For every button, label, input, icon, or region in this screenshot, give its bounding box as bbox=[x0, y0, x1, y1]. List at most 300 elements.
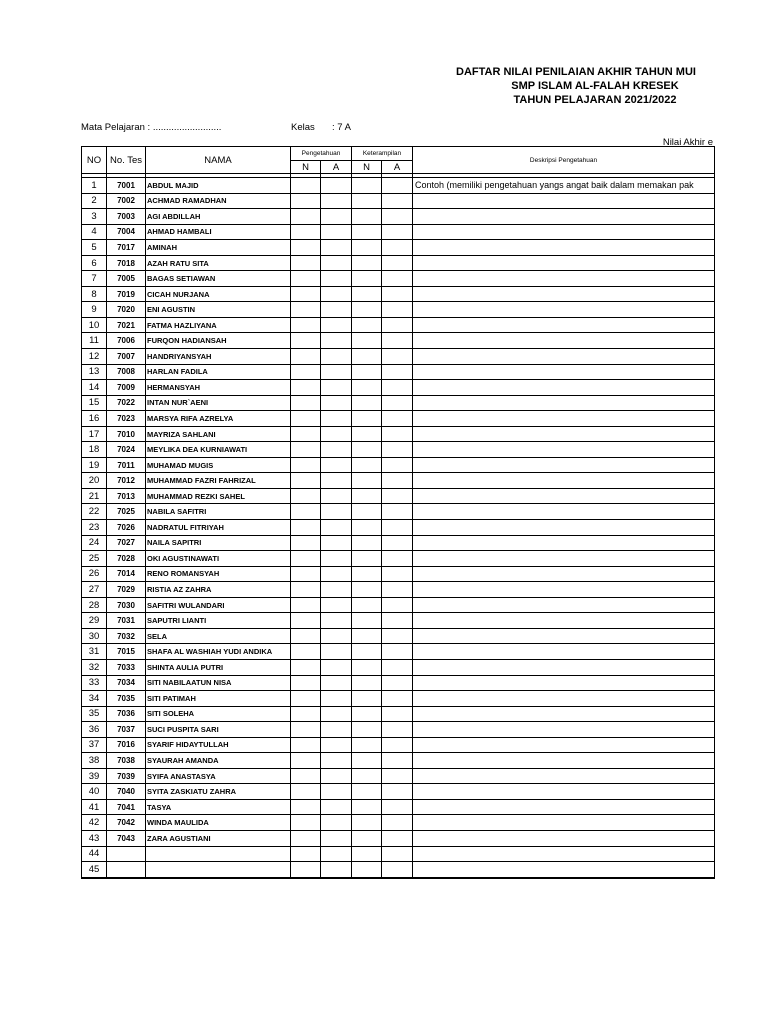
keterampilan-a-cell[interactable] bbox=[382, 768, 413, 784]
pengetahuan-n-cell[interactable] bbox=[291, 395, 321, 411]
keterampilan-a-cell[interactable] bbox=[382, 271, 413, 287]
keterampilan-a-cell[interactable] bbox=[382, 255, 413, 271]
keterampilan-a-cell[interactable] bbox=[382, 442, 413, 458]
table-row bbox=[82, 799, 715, 815]
header-tes: No. Tes bbox=[107, 147, 146, 174]
pengetahuan-n-cell[interactable] bbox=[291, 178, 321, 194]
keterampilan-a-cell[interactable] bbox=[382, 302, 413, 318]
pengetahuan-a-cell[interactable] bbox=[321, 659, 352, 675]
keterampilan-n-cell[interactable] bbox=[352, 286, 382, 302]
keterampilan-a-cell[interactable] bbox=[382, 566, 413, 582]
description-cell[interactable] bbox=[413, 799, 715, 815]
pengetahuan-a-cell[interactable] bbox=[321, 317, 352, 333]
keterampilan-n-cell[interactable] bbox=[352, 411, 382, 427]
pengetahuan-a-cell[interactable] bbox=[321, 535, 352, 551]
description-cell[interactable] bbox=[413, 566, 715, 582]
keterampilan-n-cell[interactable] bbox=[352, 628, 382, 644]
row-number: 29 bbox=[82, 613, 107, 629]
keterampilan-a-cell[interactable] bbox=[382, 830, 413, 846]
keterampilan-a-cell[interactable] bbox=[382, 193, 413, 209]
description-cell[interactable] bbox=[413, 442, 715, 458]
row-number: 34 bbox=[82, 691, 107, 707]
keterampilan-a-cell[interactable] bbox=[382, 706, 413, 722]
description-cell[interactable] bbox=[413, 380, 715, 396]
keterampilan-n-cell[interactable] bbox=[352, 737, 382, 753]
keterampilan-a-cell[interactable] bbox=[382, 209, 413, 225]
keterampilan-n-cell[interactable] bbox=[352, 209, 382, 225]
table-row bbox=[82, 488, 715, 504]
row-number: 28 bbox=[82, 597, 107, 613]
keterampilan-a-cell[interactable] bbox=[382, 675, 413, 691]
keterampilan-a-cell[interactable] bbox=[382, 737, 413, 753]
pengetahuan-a-cell[interactable] bbox=[321, 815, 352, 831]
description-cell[interactable] bbox=[413, 349, 715, 365]
pengetahuan-n-cell[interactable] bbox=[291, 364, 321, 380]
keterampilan-n-cell[interactable] bbox=[352, 862, 382, 878]
pengetahuan-n-cell[interactable] bbox=[291, 582, 321, 598]
student-name: SITI NABILAATUN NISA bbox=[146, 675, 291, 691]
description-cell[interactable] bbox=[413, 846, 715, 862]
pengetahuan-n-cell[interactable] bbox=[291, 691, 321, 707]
keterampilan-a-cell[interactable] bbox=[382, 644, 413, 660]
keterampilan-n-cell[interactable] bbox=[352, 178, 382, 194]
keterampilan-n-cell[interactable] bbox=[352, 691, 382, 707]
student-name: TASYA bbox=[146, 799, 291, 815]
keterampilan-a-cell[interactable] bbox=[382, 722, 413, 738]
description-cell[interactable] bbox=[413, 504, 715, 520]
pengetahuan-a-cell[interactable] bbox=[321, 426, 352, 442]
table-row bbox=[82, 349, 715, 365]
pengetahuan-n-cell[interactable] bbox=[291, 722, 321, 738]
pengetahuan-n-cell[interactable] bbox=[291, 784, 321, 800]
pengetahuan-n-cell[interactable] bbox=[291, 302, 321, 318]
keterampilan-n-cell[interactable] bbox=[352, 675, 382, 691]
row-number: 5 bbox=[82, 240, 107, 256]
description-cell[interactable] bbox=[413, 364, 715, 380]
table-row bbox=[82, 768, 715, 784]
pengetahuan-a-cell[interactable] bbox=[321, 706, 352, 722]
row-number: 42 bbox=[82, 815, 107, 831]
row-number: 36 bbox=[82, 722, 107, 738]
keterampilan-n-cell[interactable] bbox=[352, 551, 382, 567]
pengetahuan-a-cell[interactable] bbox=[321, 566, 352, 582]
row-number: 16 bbox=[82, 411, 107, 427]
description-cell[interactable] bbox=[413, 520, 715, 536]
table-row bbox=[82, 691, 715, 707]
keterampilan-n-cell[interactable] bbox=[352, 473, 382, 489]
description-cell[interactable] bbox=[413, 613, 715, 629]
description-cell[interactable] bbox=[413, 457, 715, 473]
pengetahuan-n-cell[interactable] bbox=[291, 613, 321, 629]
description-cell[interactable] bbox=[413, 722, 715, 738]
description-cell[interactable] bbox=[413, 862, 715, 878]
table-row bbox=[82, 784, 715, 800]
keterampilan-n-cell[interactable] bbox=[352, 317, 382, 333]
pengetahuan-n-cell[interactable] bbox=[291, 380, 321, 396]
test-number: 7034 bbox=[107, 675, 146, 691]
pengetahuan-a-cell[interactable] bbox=[321, 364, 352, 380]
pengetahuan-n-cell[interactable] bbox=[291, 349, 321, 365]
pengetahuan-a-cell[interactable] bbox=[321, 224, 352, 240]
description-cell[interactable] bbox=[413, 644, 715, 660]
pengetahuan-a-cell[interactable] bbox=[321, 862, 352, 878]
description-cell[interactable] bbox=[413, 395, 715, 411]
pengetahuan-n-cell[interactable] bbox=[291, 846, 321, 862]
keterampilan-n-cell[interactable] bbox=[352, 224, 382, 240]
pengetahuan-a-cell[interactable] bbox=[321, 380, 352, 396]
description-cell[interactable] bbox=[413, 488, 715, 504]
student-name: ABDUL MAJID bbox=[146, 178, 291, 194]
description-cell[interactable] bbox=[413, 193, 715, 209]
pengetahuan-n-cell[interactable] bbox=[291, 566, 321, 582]
pengetahuan-n-cell[interactable] bbox=[291, 333, 321, 349]
pengetahuan-a-cell[interactable] bbox=[321, 457, 352, 473]
description-cell[interactable] bbox=[413, 691, 715, 707]
keterampilan-n-cell[interactable] bbox=[352, 535, 382, 551]
table-row bbox=[82, 675, 715, 691]
pengetahuan-a-cell[interactable] bbox=[321, 240, 352, 256]
keterampilan-a-cell[interactable] bbox=[382, 178, 413, 194]
pengetahuan-n-cell[interactable] bbox=[291, 504, 321, 520]
keterampilan-n-cell[interactable] bbox=[352, 255, 382, 271]
keterampilan-a-cell[interactable] bbox=[382, 520, 413, 536]
description-cell[interactable] bbox=[413, 317, 715, 333]
pengetahuan-a-cell[interactable] bbox=[321, 178, 352, 194]
test-number: 7011 bbox=[107, 457, 146, 473]
pengetahuan-a-cell[interactable] bbox=[321, 597, 352, 613]
description-cell[interactable] bbox=[413, 286, 715, 302]
description-cell[interactable] bbox=[413, 815, 715, 831]
keterampilan-a-cell[interactable] bbox=[382, 473, 413, 489]
student-name: CICAH NURJANA bbox=[146, 286, 291, 302]
pengetahuan-n-cell[interactable] bbox=[291, 551, 321, 567]
header-pengetahuan: Pengetahuan bbox=[291, 147, 352, 161]
description-cell[interactable] bbox=[413, 737, 715, 753]
row-number: 11 bbox=[82, 333, 107, 349]
keterampilan-n-cell[interactable] bbox=[352, 271, 382, 287]
pengetahuan-a-cell[interactable] bbox=[321, 737, 352, 753]
keterampilan-a-cell[interactable] bbox=[382, 784, 413, 800]
row-number: 40 bbox=[82, 784, 107, 800]
pengetahuan-n-cell[interactable] bbox=[291, 628, 321, 644]
description-cell[interactable] bbox=[413, 706, 715, 722]
keterampilan-a-cell[interactable] bbox=[382, 504, 413, 520]
keterampilan-a-cell[interactable] bbox=[382, 411, 413, 427]
test-number: 7016 bbox=[107, 737, 146, 753]
test-number: 7019 bbox=[107, 286, 146, 302]
table-row bbox=[82, 551, 715, 567]
pengetahuan-n-cell[interactable] bbox=[291, 240, 321, 256]
header-keterampilan-a: A bbox=[382, 161, 413, 174]
student-name: AHMAD HAMBALI bbox=[146, 224, 291, 240]
keterampilan-n-cell[interactable] bbox=[352, 644, 382, 660]
keterampilan-n-cell[interactable] bbox=[352, 302, 382, 318]
pengetahuan-n-cell[interactable] bbox=[291, 535, 321, 551]
keterampilan-a-cell[interactable] bbox=[382, 224, 413, 240]
pengetahuan-n-cell[interactable] bbox=[291, 520, 321, 536]
pengetahuan-a-cell[interactable] bbox=[321, 582, 352, 598]
pengetahuan-a-cell[interactable] bbox=[321, 442, 352, 458]
test-number: 7010 bbox=[107, 426, 146, 442]
pengetahuan-a-cell[interactable] bbox=[321, 271, 352, 287]
keterampilan-a-cell[interactable] bbox=[382, 380, 413, 396]
test-number: 7036 bbox=[107, 706, 146, 722]
keterampilan-a-cell[interactable] bbox=[382, 349, 413, 365]
row-number: 10 bbox=[82, 317, 107, 333]
row-number: 39 bbox=[82, 768, 107, 784]
table-row bbox=[82, 644, 715, 660]
pengetahuan-n-cell[interactable] bbox=[291, 224, 321, 240]
keterampilan-a-cell[interactable] bbox=[382, 364, 413, 380]
pengetahuan-a-cell[interactable] bbox=[321, 302, 352, 318]
table-row bbox=[82, 395, 715, 411]
keterampilan-a-cell[interactable] bbox=[382, 846, 413, 862]
test-number: 7021 bbox=[107, 317, 146, 333]
keterampilan-a-cell[interactable] bbox=[382, 426, 413, 442]
student-name: SHAFA AL WASHIAH YUDI ANDIKA bbox=[146, 644, 291, 660]
pengetahuan-n-cell[interactable] bbox=[291, 411, 321, 427]
pengetahuan-n-cell[interactable] bbox=[291, 753, 321, 769]
keterampilan-a-cell[interactable] bbox=[382, 628, 413, 644]
pengetahuan-n-cell[interactable] bbox=[291, 597, 321, 613]
pengetahuan-a-cell[interactable] bbox=[321, 784, 352, 800]
row-number: 20 bbox=[82, 473, 107, 489]
keterampilan-n-cell[interactable] bbox=[352, 566, 382, 582]
description-cell[interactable] bbox=[413, 582, 715, 598]
description-cell[interactable] bbox=[413, 551, 715, 567]
pengetahuan-n-cell[interactable] bbox=[291, 862, 321, 878]
test-number: 7012 bbox=[107, 473, 146, 489]
pengetahuan-n-cell[interactable] bbox=[291, 209, 321, 225]
pengetahuan-n-cell[interactable] bbox=[291, 659, 321, 675]
keterampilan-n-cell[interactable] bbox=[352, 613, 382, 629]
table-row bbox=[82, 255, 715, 271]
pengetahuan-n-cell[interactable] bbox=[291, 457, 321, 473]
keterampilan-n-cell[interactable] bbox=[352, 706, 382, 722]
description-cell[interactable] bbox=[413, 333, 715, 349]
keterampilan-n-cell[interactable] bbox=[352, 659, 382, 675]
keterampilan-a-cell[interactable] bbox=[382, 488, 413, 504]
keterampilan-n-cell[interactable] bbox=[352, 784, 382, 800]
pengetahuan-a-cell[interactable] bbox=[321, 722, 352, 738]
description-cell[interactable] bbox=[413, 675, 715, 691]
pengetahuan-a-cell[interactable] bbox=[321, 520, 352, 536]
table-row bbox=[82, 520, 715, 536]
pengetahuan-n-cell[interactable] bbox=[291, 768, 321, 784]
row-number: 43 bbox=[82, 830, 107, 846]
keterampilan-a-cell[interactable] bbox=[382, 691, 413, 707]
table-row bbox=[82, 240, 715, 256]
keterampilan-a-cell[interactable] bbox=[382, 286, 413, 302]
row-number: 9 bbox=[82, 302, 107, 318]
pengetahuan-a-cell[interactable] bbox=[321, 675, 352, 691]
test-number: 7009 bbox=[107, 380, 146, 396]
keterampilan-a-cell[interactable] bbox=[382, 551, 413, 567]
student-name: ACHMAD RAMADHAN bbox=[146, 193, 291, 209]
pengetahuan-a-cell[interactable] bbox=[321, 209, 352, 225]
keterampilan-a-cell[interactable] bbox=[382, 457, 413, 473]
pengetahuan-n-cell[interactable] bbox=[291, 799, 321, 815]
keterampilan-n-cell[interactable] bbox=[352, 442, 382, 458]
pengetahuan-n-cell[interactable] bbox=[291, 255, 321, 271]
description-cell[interactable] bbox=[413, 830, 715, 846]
description-cell[interactable] bbox=[413, 224, 715, 240]
pengetahuan-a-cell[interactable] bbox=[321, 193, 352, 209]
test-number bbox=[107, 862, 146, 878]
pengetahuan-a-cell[interactable] bbox=[321, 644, 352, 660]
description-cell[interactable] bbox=[413, 597, 715, 613]
keterampilan-n-cell[interactable] bbox=[352, 333, 382, 349]
keterampilan-n-cell[interactable] bbox=[352, 753, 382, 769]
description-cell[interactable] bbox=[413, 209, 715, 225]
pengetahuan-n-cell[interactable] bbox=[291, 830, 321, 846]
keterampilan-n-cell[interactable] bbox=[352, 722, 382, 738]
keterampilan-a-cell[interactable] bbox=[382, 659, 413, 675]
keterampilan-n-cell[interactable] bbox=[352, 193, 382, 209]
keterampilan-n-cell[interactable] bbox=[352, 520, 382, 536]
student-name: SITI SOLEHA bbox=[146, 706, 291, 722]
row-number: 1 bbox=[82, 178, 107, 194]
description-cell[interactable] bbox=[413, 628, 715, 644]
keterampilan-n-cell[interactable] bbox=[352, 830, 382, 846]
pengetahuan-n-cell[interactable] bbox=[291, 488, 321, 504]
school-name: SMP ISLAM AL-FALAH KRESEK bbox=[511, 80, 679, 92]
keterampilan-n-cell[interactable] bbox=[352, 380, 382, 396]
keterampilan-n-cell[interactable] bbox=[352, 582, 382, 598]
table-row bbox=[82, 302, 715, 318]
subject-label: Mata Pelajaran : .......................... bbox=[81, 122, 222, 133]
row-number: 12 bbox=[82, 349, 107, 365]
pengetahuan-n-cell[interactable] bbox=[291, 815, 321, 831]
pengetahuan-a-cell[interactable] bbox=[321, 488, 352, 504]
keterampilan-n-cell[interactable] bbox=[352, 504, 382, 520]
student-name: HARLAN FADILA bbox=[146, 364, 291, 380]
header-nama: NAMA bbox=[146, 147, 291, 174]
pengetahuan-a-cell[interactable] bbox=[321, 551, 352, 567]
pengetahuan-n-cell[interactable] bbox=[291, 644, 321, 660]
pengetahuan-a-cell[interactable] bbox=[321, 255, 352, 271]
pengetahuan-n-cell[interactable] bbox=[291, 193, 321, 209]
keterampilan-n-cell[interactable] bbox=[352, 815, 382, 831]
description-cell[interactable] bbox=[413, 768, 715, 784]
pengetahuan-a-cell[interactable] bbox=[321, 349, 352, 365]
keterampilan-a-cell[interactable] bbox=[382, 535, 413, 551]
table-row bbox=[82, 846, 715, 862]
keterampilan-n-cell[interactable] bbox=[352, 240, 382, 256]
pengetahuan-a-cell[interactable] bbox=[321, 286, 352, 302]
header-keterampilan-n: N bbox=[352, 161, 382, 174]
pengetahuan-a-cell[interactable] bbox=[321, 411, 352, 427]
pengetahuan-a-cell[interactable] bbox=[321, 395, 352, 411]
keterampilan-n-cell[interactable] bbox=[352, 597, 382, 613]
pengetahuan-a-cell[interactable] bbox=[321, 830, 352, 846]
keterampilan-a-cell[interactable] bbox=[382, 862, 413, 878]
student-name: SITI PATIMAH bbox=[146, 691, 291, 707]
keterampilan-n-cell[interactable] bbox=[352, 799, 382, 815]
keterampilan-n-cell[interactable] bbox=[352, 457, 382, 473]
student-name: RENO ROMANSYAH bbox=[146, 566, 291, 582]
description-cell[interactable] bbox=[413, 426, 715, 442]
keterampilan-a-cell[interactable] bbox=[382, 815, 413, 831]
row-number: 19 bbox=[82, 457, 107, 473]
description-cell[interactable] bbox=[413, 255, 715, 271]
student-name: INTAN NUR`AENI bbox=[146, 395, 291, 411]
description-cell[interactable] bbox=[413, 302, 715, 318]
pengetahuan-n-cell[interactable] bbox=[291, 317, 321, 333]
keterampilan-a-cell[interactable] bbox=[382, 395, 413, 411]
pengetahuan-a-cell[interactable] bbox=[321, 846, 352, 862]
table-row bbox=[82, 597, 715, 613]
keterampilan-a-cell[interactable] bbox=[382, 317, 413, 333]
table-row bbox=[82, 815, 715, 831]
header-no: NO bbox=[82, 147, 107, 174]
pengetahuan-n-cell[interactable] bbox=[291, 442, 321, 458]
description-cell[interactable] bbox=[413, 240, 715, 256]
keterampilan-n-cell[interactable] bbox=[352, 768, 382, 784]
description-cell[interactable] bbox=[413, 753, 715, 769]
description-cell[interactable] bbox=[413, 473, 715, 489]
pengetahuan-a-cell[interactable] bbox=[321, 628, 352, 644]
keterampilan-a-cell[interactable] bbox=[382, 333, 413, 349]
pengetahuan-a-cell[interactable] bbox=[321, 691, 352, 707]
description-cell[interactable] bbox=[413, 535, 715, 551]
keterampilan-n-cell[interactable] bbox=[352, 364, 382, 380]
pengetahuan-n-cell[interactable] bbox=[291, 271, 321, 287]
pengetahuan-n-cell[interactable] bbox=[291, 675, 321, 691]
test-number: 7042 bbox=[107, 815, 146, 831]
class-label: Kelas bbox=[291, 122, 315, 133]
pengetahuan-a-cell[interactable] bbox=[321, 768, 352, 784]
test-number: 7018 bbox=[107, 255, 146, 271]
pengetahuan-a-cell[interactable] bbox=[321, 504, 352, 520]
keterampilan-n-cell[interactable] bbox=[352, 846, 382, 862]
pengetahuan-a-cell[interactable] bbox=[321, 333, 352, 349]
keterampilan-a-cell[interactable] bbox=[382, 582, 413, 598]
pengetahuan-n-cell[interactable] bbox=[291, 737, 321, 753]
description-cell[interactable] bbox=[413, 271, 715, 287]
row-number: 3 bbox=[82, 209, 107, 225]
pengetahuan-a-cell[interactable] bbox=[321, 473, 352, 489]
description-cell[interactable] bbox=[413, 784, 715, 800]
student-name: WINDA MAULIDA bbox=[146, 815, 291, 831]
pengetahuan-a-cell[interactable] bbox=[321, 799, 352, 815]
keterampilan-a-cell[interactable] bbox=[382, 799, 413, 815]
keterampilan-a-cell[interactable] bbox=[382, 240, 413, 256]
test-number: 7033 bbox=[107, 659, 146, 675]
pengetahuan-n-cell[interactable] bbox=[291, 286, 321, 302]
keterampilan-n-cell[interactable] bbox=[352, 395, 382, 411]
description-cell[interactable] bbox=[413, 411, 715, 427]
student-name: OKI AGUSTINAWATI bbox=[146, 551, 291, 567]
test-number: 7024 bbox=[107, 442, 146, 458]
test-number: 7006 bbox=[107, 333, 146, 349]
test-number: 7014 bbox=[107, 566, 146, 582]
description-cell[interactable] bbox=[413, 659, 715, 675]
keterampilan-n-cell[interactable] bbox=[352, 488, 382, 504]
keterampilan-n-cell[interactable] bbox=[352, 349, 382, 365]
pengetahuan-a-cell[interactable] bbox=[321, 613, 352, 629]
keterampilan-a-cell[interactable] bbox=[382, 753, 413, 769]
table-row bbox=[82, 317, 715, 333]
keterampilan-a-cell[interactable] bbox=[382, 597, 413, 613]
pengetahuan-n-cell[interactable] bbox=[291, 706, 321, 722]
description-cell[interactable]: Contoh (memiliki pengetahuan yangs angat baik dalam memakan pak bbox=[413, 178, 715, 194]
keterampilan-a-cell[interactable] bbox=[382, 613, 413, 629]
pengetahuan-n-cell[interactable] bbox=[291, 473, 321, 489]
pengetahuan-n-cell[interactable] bbox=[291, 426, 321, 442]
pengetahuan-a-cell[interactable] bbox=[321, 753, 352, 769]
keterampilan-n-cell[interactable] bbox=[352, 426, 382, 442]
